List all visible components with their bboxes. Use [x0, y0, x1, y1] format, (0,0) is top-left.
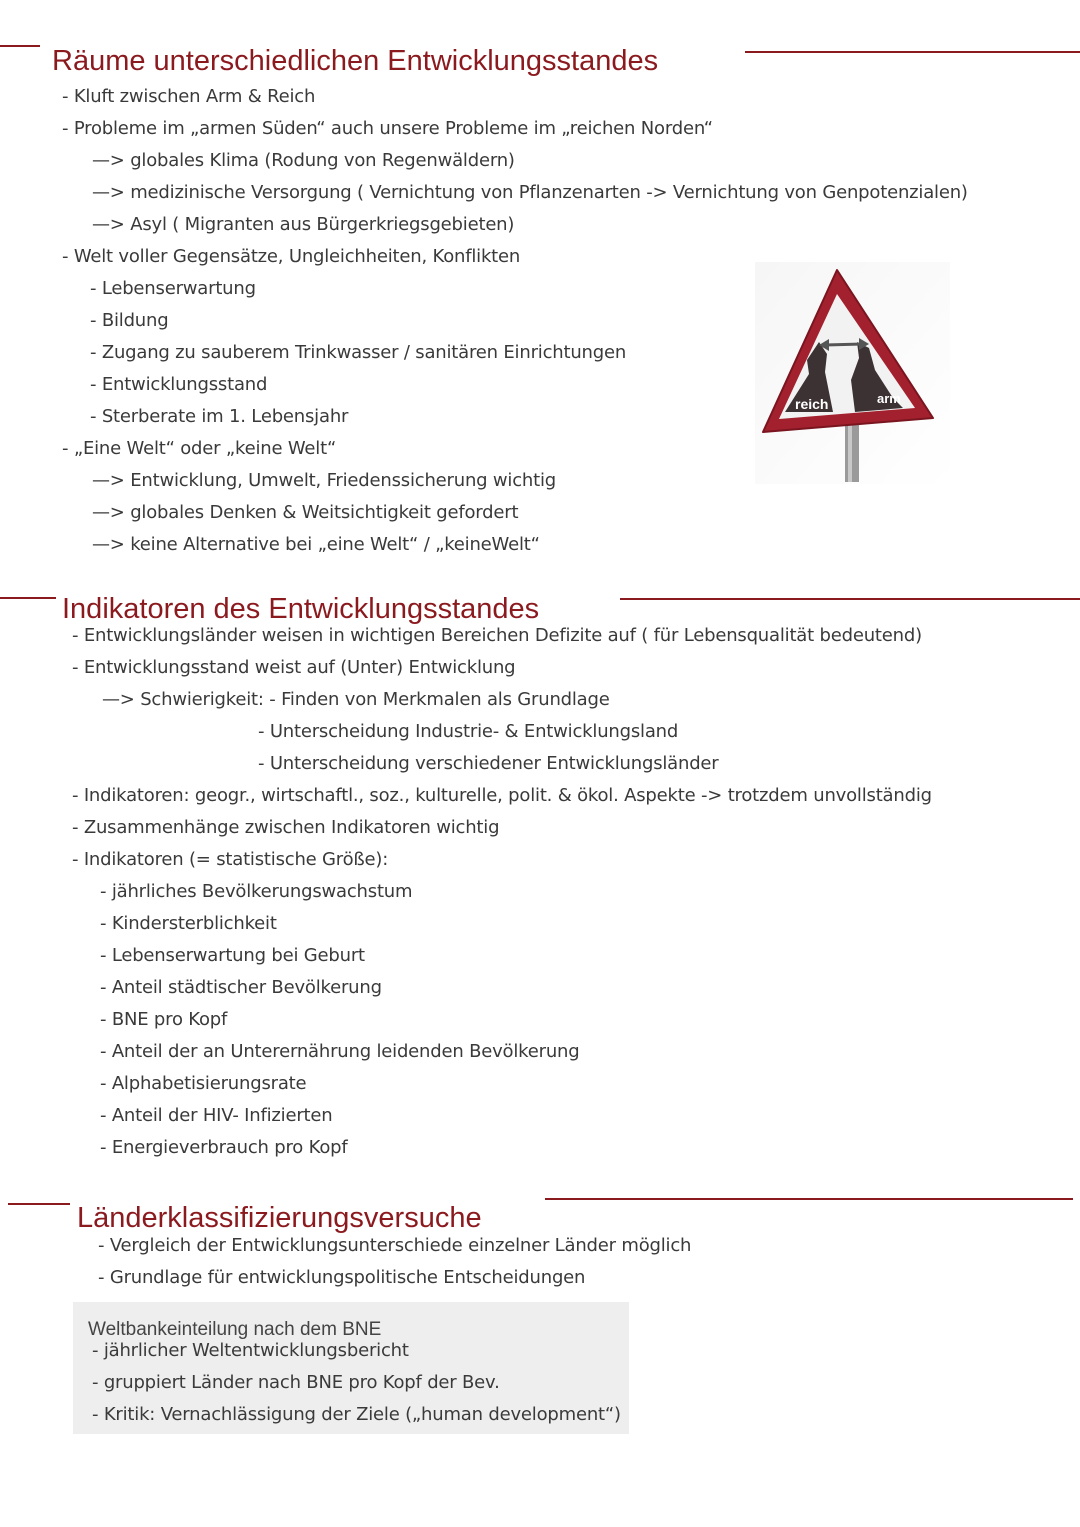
section1-line: —> Asyl ( Migranten aus Bürgerkriegsgebieten): [92, 214, 515, 235]
section2-heading: Indikatoren des Entwicklungsstandes: [62, 593, 540, 625]
section1-line: —> keine Alternative bei „eine Welt“ / „keineWelt“: [92, 534, 540, 555]
section1-heading: Räume unterschiedlichen Entwicklungsstandes: [52, 45, 659, 77]
section1-line: - Welt voller Gegensätze, Ungleichheiten, Konflikten: [62, 246, 521, 267]
section1-line: - Sterberate im 1. Lebensjahr: [90, 406, 349, 427]
indicator-item: - Kindersterblichkeit: [100, 913, 277, 934]
indicator-item: - Energieverbrauch pro Kopf: [100, 1137, 348, 1158]
worldbank-box-line: - jährlicher Weltentwicklungsbericht: [92, 1340, 409, 1361]
indicator-item: - Alphabetisierungsrate: [100, 1073, 307, 1094]
warning-sign-image: [755, 262, 950, 484]
section2-line: - Unterscheidung Industrie- & Entwicklungsland: [258, 721, 679, 742]
section1-line: —> globales Denken & Weitsichtigkeit gefordert: [92, 502, 519, 523]
section1-line: - Probleme im „armen Süden“ auch unsere Probleme im „reichen Norden“: [62, 118, 713, 139]
section1-line: - Zugang zu sauberem Trinkwasser / sanitären Einrichtungen: [90, 342, 627, 363]
worldbank-box-title: Weltbankeinteilung nach dem BNE: [88, 1319, 382, 1340]
section1-line: - Lebenserwartung: [90, 278, 256, 299]
section2-line: - Unterscheidung verschiedener Entwicklungsländer: [258, 753, 719, 774]
section1-line: - Bildung: [90, 310, 169, 331]
section2-line: - Indikatoren: geogr., wirtschaftl., soz., kulturelle, polit. & ökol. Aspekte -> trotzdem unvollständig: [72, 785, 932, 806]
indicator-item: - Anteil der an Unterernährung leidenden Bevölkerung: [100, 1041, 580, 1062]
section1-line: —> globales Klima (Rodung von Regenwäldern): [92, 150, 515, 171]
worldbank-box-line: - gruppiert Länder nach BNE pro Kopf der Bev.: [92, 1372, 500, 1393]
section2-rule-left: [0, 597, 56, 599]
section1-line: —> medizinische Versorgung ( Vernichtung von Pflanzenarten -> Vernichtung von Genpotenzialen): [92, 182, 968, 203]
section2-line: - Entwicklungsstand weist auf (Unter) Entwicklung: [72, 657, 516, 678]
section1-rule-right: [745, 51, 1080, 53]
section1-line: - Kluft zwischen Arm & Reich: [62, 86, 316, 107]
indicator-item: - Anteil städtischer Bevölkerung: [100, 977, 382, 998]
section2-line: - Entwicklungsländer weisen in wichtigen Bereichen Defizite auf ( für Lebensqualität bedeutend): [72, 625, 922, 646]
sign-label-right: arm: [877, 391, 901, 406]
section1-line: - „Eine Welt“ oder „keine Welt“: [62, 438, 337, 459]
sign-label-left: reich: [795, 396, 829, 412]
indicator-item: - jährliches Bevölkerungswachstum: [100, 881, 413, 902]
section1-rule-left: [0, 45, 40, 47]
section2-line: —> Schwierigkeit: - Finden von Merkmalen als Grundlage: [102, 689, 610, 710]
indicator-item: - BNE pro Kopf: [100, 1009, 228, 1030]
indicator-item: - Anteil der HIV- Infizierten: [100, 1105, 333, 1126]
indicator-item: - Lebenserwartung bei Geburt: [100, 945, 365, 966]
worldbank-box-line: - Kritik: Vernachlässigung der Ziele („human development“): [92, 1404, 621, 1425]
section3-rule-right: [545, 1198, 1073, 1200]
section3-line: - Vergleich der Entwicklungsunterschiede einzelner Länder möglich: [98, 1235, 692, 1256]
section1-line: - Entwicklungsstand: [90, 374, 268, 395]
section2-rule-right: [620, 598, 1080, 600]
section3-rule-left: [8, 1203, 70, 1205]
section2-line: - Zusammenhänge zwischen Indikatoren wichtig: [72, 817, 500, 838]
section3-line: - Grundlage für entwicklungspolitische Entscheidungen: [98, 1267, 586, 1288]
section3-heading: Länderklassifizierungsversuche: [77, 1202, 482, 1234]
section2-line: - Indikatoren (= statistische Größe):: [72, 849, 389, 870]
section1-line: —> Entwicklung, Umwelt, Friedenssicherung wichtig: [92, 470, 557, 491]
